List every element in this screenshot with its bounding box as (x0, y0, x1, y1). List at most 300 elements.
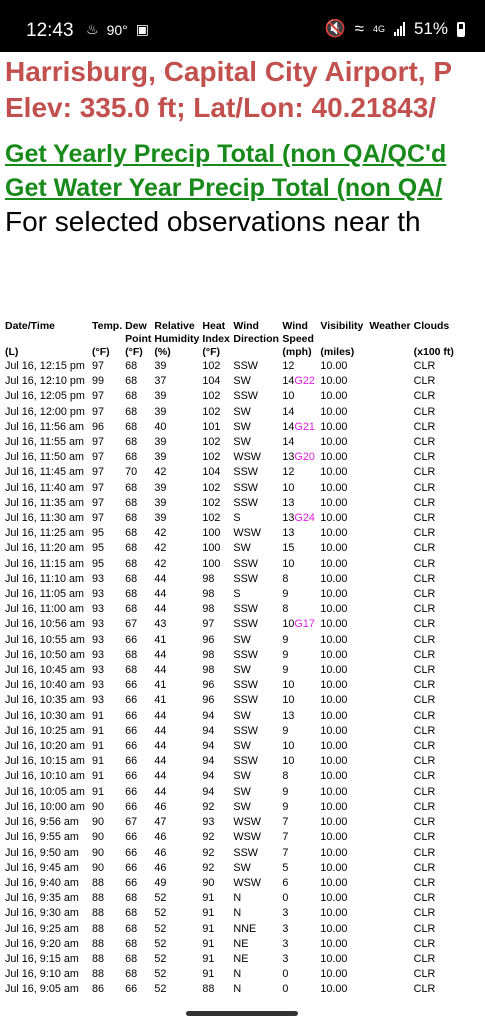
cell-clouds (414, 937, 463, 952)
relative-humidity-value: 44 (154, 770, 167, 783)
cell-heat-index (202, 526, 233, 541)
wind-speed-value: 0 (282, 983, 289, 996)
cell-wind-speed (282, 906, 320, 921)
cell-relative-humidity (154, 496, 202, 511)
heat-index-value: 102 (202, 512, 221, 525)
clouds-value: CLR (413, 846, 436, 859)
table-row (5, 937, 463, 952)
relative-humidity-value: 39 (154, 360, 167, 372)
cell-heat-index (202, 815, 233, 830)
cell-relative-humidity (154, 435, 202, 450)
cell-heat-index (202, 633, 233, 648)
cell-wind-speed (282, 982, 320, 997)
unit-clouds: (x100 ft) (413, 346, 454, 358)
cell-visibility (320, 891, 369, 906)
temp-value: 93 (92, 694, 105, 707)
table-row (5, 465, 463, 480)
table-row (5, 769, 463, 784)
date-time-value: Jul 16, 11:10 am (5, 572, 85, 585)
heat-index-value: 100 (202, 557, 221, 570)
temp-value: 91 (92, 785, 105, 798)
heat-index-value: 104 (202, 466, 221, 479)
cell-wind-speed (282, 693, 320, 708)
cell-clouds (414, 450, 463, 465)
cell-visibility (320, 815, 369, 830)
cell-heat-index (202, 846, 233, 861)
cell-weather (369, 648, 413, 663)
cell-relative-humidity (154, 678, 202, 693)
cell-wind-speed (282, 587, 320, 602)
visibility-value: 10.00 (320, 922, 348, 935)
table-row (5, 678, 463, 693)
cell-dew-point (125, 937, 154, 952)
cell-weather (369, 374, 413, 389)
heat-index-value: 102 (202, 390, 221, 403)
date-time-value: Jul 16, 11:50 am (5, 451, 85, 464)
cell-heat-index (202, 739, 233, 754)
cell-wind-speed (282, 663, 320, 678)
cell-relative-humidity (154, 405, 202, 420)
heat-index-value: 91 (202, 937, 215, 950)
cell-relative-humidity (154, 815, 202, 830)
clouds-value: CLR (413, 405, 436, 418)
table-row (5, 754, 463, 769)
wind-gust-value: G21 (294, 420, 315, 433)
cell-dew-point (125, 359, 154, 374)
cell-wind-direction (233, 922, 282, 937)
date-time-value: Jul 16, 9:55 am (5, 831, 79, 844)
cell-relative-humidity (154, 891, 202, 906)
visibility-value: 10.00 (320, 436, 348, 449)
clouds-value: CLR (413, 800, 436, 813)
cell-wind-speed (282, 572, 320, 587)
cell-weather (369, 617, 413, 632)
table-row (5, 739, 463, 754)
wind-direction-value: SSW (233, 755, 258, 768)
wind-direction-value: SW (233, 664, 251, 677)
cell-date-time (5, 830, 92, 845)
wind-speed-value: 9 (282, 724, 289, 737)
cell-wind-speed (282, 420, 320, 435)
cell-wind-speed (282, 815, 320, 830)
visibility-value: 10.00 (320, 420, 348, 433)
date-time-value: Jul 16, 9:40 am (5, 876, 79, 889)
date-time-value: Jul 16, 11:40 am (5, 481, 85, 494)
wind-speed-value: 12 (282, 360, 295, 372)
cell-wind-direction (233, 450, 282, 465)
clouds-value: CLR (413, 983, 436, 996)
cell-wind-direction (233, 541, 282, 556)
cell-temp (92, 967, 125, 982)
cell-wind-direction (233, 800, 282, 815)
date-time-value: Jul 16, 9:50 am (5, 846, 79, 859)
date-time-value: Jul 16, 9:10 am (5, 968, 79, 981)
cell-relative-humidity (154, 572, 202, 587)
clouds-value: CLR (413, 648, 436, 661)
table-row (5, 511, 463, 526)
cell-temp (92, 648, 125, 663)
temp-value: 88 (92, 937, 105, 950)
yearly-precip-link[interactable]: Get Yearly Precip Total (non QA/QC'd (5, 140, 447, 168)
cell-heat-index (202, 420, 233, 435)
cell-clouds (414, 693, 463, 708)
date-time-value: Jul 16, 10:15 am (5, 755, 85, 768)
temp-value: 93 (92, 588, 105, 601)
cell-weather (369, 587, 413, 602)
cell-date-time (5, 937, 92, 952)
cell-wind-speed (282, 876, 320, 891)
cell-heat-index (202, 557, 233, 572)
cell-visibility (320, 374, 369, 389)
cell-temp (92, 557, 125, 572)
cell-wind-direction (233, 557, 282, 572)
dew-point-value: 66 (125, 800, 138, 813)
wind-direction-value: N (233, 983, 242, 996)
temp-value: 90 (92, 816, 105, 829)
visibility-value: 10.00 (320, 770, 348, 783)
cell-dew-point (125, 967, 154, 982)
cell-wind-speed (282, 496, 320, 511)
dew-point-value: 68 (125, 436, 138, 449)
wind-direction-value: SSW (233, 694, 258, 707)
heat-index-value: 94 (202, 709, 215, 722)
cell-wind-direction (233, 769, 282, 784)
cell-weather (369, 633, 413, 648)
cell-dew-point (125, 693, 154, 708)
cell-temp (92, 769, 125, 784)
cell-clouds (414, 739, 463, 754)
heat-index-value: 102 (202, 496, 221, 509)
visibility-value: 10.00 (320, 451, 348, 464)
wind-speed-value: 6 (282, 876, 289, 889)
clouds-value: CLR (413, 876, 436, 889)
cell-clouds (414, 435, 463, 450)
cell-heat-index (202, 769, 233, 784)
cell-clouds (414, 709, 463, 724)
cell-clouds (414, 922, 463, 937)
heat-index-value: 92 (202, 861, 215, 874)
cell-clouds (414, 982, 463, 997)
date-time-value: Jul 16, 11:25 am (5, 527, 85, 540)
cell-weather (369, 465, 413, 480)
battery-percent: 51% (413, 19, 448, 38)
cell-date-time (5, 876, 92, 891)
heat-index-value: 102 (202, 436, 221, 449)
table-row (5, 405, 463, 420)
temp-value: 91 (92, 724, 105, 737)
relative-humidity-value: 39 (154, 496, 167, 509)
relative-humidity-value: 44 (154, 603, 167, 616)
cell-visibility (320, 785, 369, 800)
heat-index-value: 91 (202, 892, 215, 905)
wind-speed-value: 8 (282, 770, 289, 783)
cell-temp (92, 891, 125, 906)
cell-date-time (5, 967, 92, 982)
table-row (5, 389, 463, 404)
date-time-value: Jul 16, 11:55 am (5, 436, 85, 449)
cell-temp (92, 389, 125, 404)
clouds-value: CLR (413, 618, 436, 631)
table-row (5, 693, 463, 708)
header-row-units (5, 346, 463, 359)
heat-index-value: 101 (202, 420, 221, 433)
visibility-value: 10.00 (320, 892, 348, 905)
visibility-value: 10.00 (320, 679, 348, 692)
cell-dew-point (125, 557, 154, 572)
col-clouds: Clouds (413, 320, 450, 332)
clouds-value: CLR (413, 496, 436, 509)
home-gesture-handle[interactable] (186, 1011, 298, 1016)
wind-speed-value: 14 (282, 375, 295, 388)
clouds-value: CLR (413, 755, 436, 768)
cell-temp (92, 481, 125, 496)
heat-index-value: 91 (202, 922, 215, 935)
cell-temp (92, 526, 125, 541)
cell-heat-index (202, 481, 233, 496)
temp-value: 91 (92, 770, 105, 783)
cell-date-time (5, 861, 92, 876)
cell-date-time (5, 922, 92, 937)
temp-value: 97 (92, 496, 105, 509)
cell-relative-humidity (154, 967, 202, 982)
cell-date-time (5, 769, 92, 784)
cell-visibility (320, 678, 369, 693)
cell-wind-direction (233, 693, 282, 708)
wind-direction-value: SW (233, 436, 251, 449)
cell-visibility (320, 496, 369, 511)
cell-temp (92, 435, 125, 450)
wind-speed-value: 8 (282, 572, 289, 585)
cell-visibility (320, 617, 369, 632)
cell-wind-direction (233, 465, 282, 480)
dew-point-value: 68 (125, 922, 138, 935)
wind-speed-value: 8 (282, 603, 289, 616)
visibility-value: 10.00 (320, 648, 348, 661)
cell-heat-index (202, 648, 233, 663)
cell-dew-point (125, 496, 154, 511)
wind-direction-value: SSW (233, 466, 258, 479)
cell-date-time (5, 952, 92, 967)
cell-wind-direction (233, 709, 282, 724)
cell-visibility (320, 876, 369, 891)
heat-index-value: 98 (202, 588, 215, 601)
cell-wind-speed (282, 967, 320, 982)
cell-clouds (414, 754, 463, 769)
wind-direction-value: NE (233, 937, 249, 950)
relative-humidity-value: 42 (154, 542, 167, 555)
dew-point-value: 68 (125, 588, 138, 601)
cell-wind-speed (282, 389, 320, 404)
cell-visibility (320, 450, 369, 465)
cell-wind-speed (282, 830, 320, 845)
cell-wind-direction (233, 496, 282, 511)
temp-value: 88 (92, 952, 105, 965)
wind-speed-value: 9 (282, 664, 289, 677)
cell-relative-humidity (154, 754, 202, 769)
cell-date-time (5, 693, 92, 708)
cell-clouds (414, 800, 463, 815)
cell-heat-index (202, 922, 233, 937)
wind-direction-value: SSW (233, 648, 258, 661)
cell-weather (369, 359, 413, 374)
cell-wind-speed (282, 709, 320, 724)
table-row (5, 617, 463, 632)
relative-humidity-value: 52 (154, 907, 167, 920)
cell-weather (369, 830, 413, 845)
visibility-value: 10.00 (320, 618, 348, 631)
cell-relative-humidity (154, 526, 202, 541)
cell-dew-point (125, 648, 154, 663)
cell-dew-point (125, 435, 154, 450)
cell-date-time (5, 420, 92, 435)
cell-weather (369, 481, 413, 496)
cell-wind-direction (233, 724, 282, 739)
cell-clouds (414, 967, 463, 982)
cell-weather (369, 724, 413, 739)
clouds-value: CLR (413, 724, 436, 737)
temp-value: 90 (92, 861, 105, 874)
wind-direction-value: WSW (233, 876, 261, 889)
cell-dew-point (125, 633, 154, 648)
wind-direction-value: WSW (233, 527, 261, 540)
water-year-precip-link[interactable]: Get Water Year Precip Total (non QA/ (5, 174, 443, 202)
dew-point-value: 66 (125, 694, 138, 707)
cell-heat-index (202, 587, 233, 602)
cell-wind-speed (282, 465, 320, 480)
cell-clouds (414, 496, 463, 511)
cell-wind-speed (282, 678, 320, 693)
cell-wind-direction (233, 952, 282, 967)
unit-relative-humidity: (%) (154, 346, 171, 358)
cell-visibility (320, 405, 369, 420)
cell-date-time (5, 526, 92, 541)
date-time-value: Jul 16, 10:00 am (5, 800, 85, 813)
cell-date-time (5, 587, 92, 602)
wind-direction-value: SSW (233, 557, 258, 570)
observations-table (5, 320, 463, 998)
cell-visibility (320, 952, 369, 967)
cell-date-time (5, 374, 92, 389)
visibility-value: 10.00 (320, 724, 348, 737)
cell-dew-point (125, 739, 154, 754)
cell-heat-index (202, 830, 233, 845)
wind-direction-value: NNE (233, 922, 257, 935)
date-time-value: Jul 16, 10:25 am (5, 724, 85, 737)
cell-heat-index (202, 389, 233, 404)
wind-speed-value: 10 (282, 481, 295, 494)
heat-index-value: 97 (202, 618, 215, 631)
unit-temp: (°F) (92, 346, 110, 358)
cell-dew-point (125, 541, 154, 556)
cell-weather (369, 769, 413, 784)
cell-heat-index (202, 435, 233, 450)
cell-temp (92, 861, 125, 876)
temp-value: 97 (92, 390, 105, 403)
wind-direction-value: SSW (233, 390, 258, 403)
relative-humidity-value: 44 (154, 648, 167, 661)
cell-wind-direction (233, 617, 282, 632)
table-row (5, 891, 463, 906)
cell-wind-speed (282, 648, 320, 663)
cell-date-time (5, 496, 92, 511)
cell-weather (369, 739, 413, 754)
clouds-value: CLR (413, 770, 436, 783)
relative-humidity-value: 43 (154, 618, 167, 631)
table-row (5, 481, 463, 496)
cell-clouds (414, 465, 463, 480)
cell-visibility (320, 633, 369, 648)
cell-relative-humidity (154, 465, 202, 480)
cell-wind-speed (282, 922, 320, 937)
heat-index-value: 98 (202, 664, 215, 677)
cell-clouds (414, 724, 463, 739)
clouds-value: CLR (413, 831, 436, 844)
heat-index-value: 94 (202, 785, 215, 798)
cell-clouds (414, 633, 463, 648)
cell-temp (92, 830, 125, 845)
temp-value: 97 (92, 405, 105, 418)
cell-date-time (5, 678, 92, 693)
table-row (5, 906, 463, 921)
cell-dew-point (125, 922, 154, 937)
heat-index-value: 91 (202, 952, 215, 965)
cell-heat-index (202, 602, 233, 617)
unit-visibility: (miles) (320, 346, 355, 358)
page-content (5, 52, 485, 1002)
wind-direction-value: WSW (233, 816, 261, 829)
temp-value: 97 (92, 451, 105, 464)
date-time-value: Jul 16, 10:45 am (5, 664, 85, 677)
visibility-value: 10.00 (320, 360, 348, 372)
cell-weather (369, 496, 413, 511)
cell-date-time (5, 633, 92, 648)
cell-date-time (5, 906, 92, 921)
wind-direction-value: SSW (233, 496, 258, 509)
cell-clouds (414, 769, 463, 784)
cell-relative-humidity (154, 739, 202, 754)
clouds-value: CLR (413, 922, 436, 935)
cell-heat-index (202, 937, 233, 952)
cell-clouds (414, 405, 463, 420)
cell-weather (369, 693, 413, 708)
table-row (5, 830, 463, 845)
visibility-value: 10.00 (320, 831, 348, 844)
date-time-value: Jul 16, 11:15 am (5, 557, 85, 570)
col-temp: Temp. (92, 320, 123, 332)
date-time-value: Jul 16, 10:30 am (5, 709, 85, 722)
cell-date-time (5, 617, 92, 632)
relative-humidity-value: 52 (154, 968, 167, 981)
cell-temp (92, 496, 125, 511)
date-time-value: Jul 16, 11:00 am (5, 603, 85, 616)
unit-date-time: (L) (5, 346, 19, 358)
cell-visibility (320, 420, 369, 435)
date-time-value: Jul 16, 10:56 am (5, 618, 85, 631)
relative-humidity-value: 44 (154, 755, 167, 768)
thermometer-icon: ♨ (86, 21, 99, 37)
cell-date-time (5, 602, 92, 617)
clouds-value: CLR (413, 952, 436, 965)
cell-heat-index (202, 496, 233, 511)
cell-wind-direction (233, 420, 282, 435)
cell-clouds (414, 678, 463, 693)
description-text: For selected observations near th (5, 206, 421, 237)
visibility-value: 10.00 (320, 846, 348, 859)
cell-dew-point (125, 815, 154, 830)
clock: 12:43 (26, 20, 74, 41)
cell-heat-index (202, 982, 233, 997)
cell-temp (92, 754, 125, 769)
